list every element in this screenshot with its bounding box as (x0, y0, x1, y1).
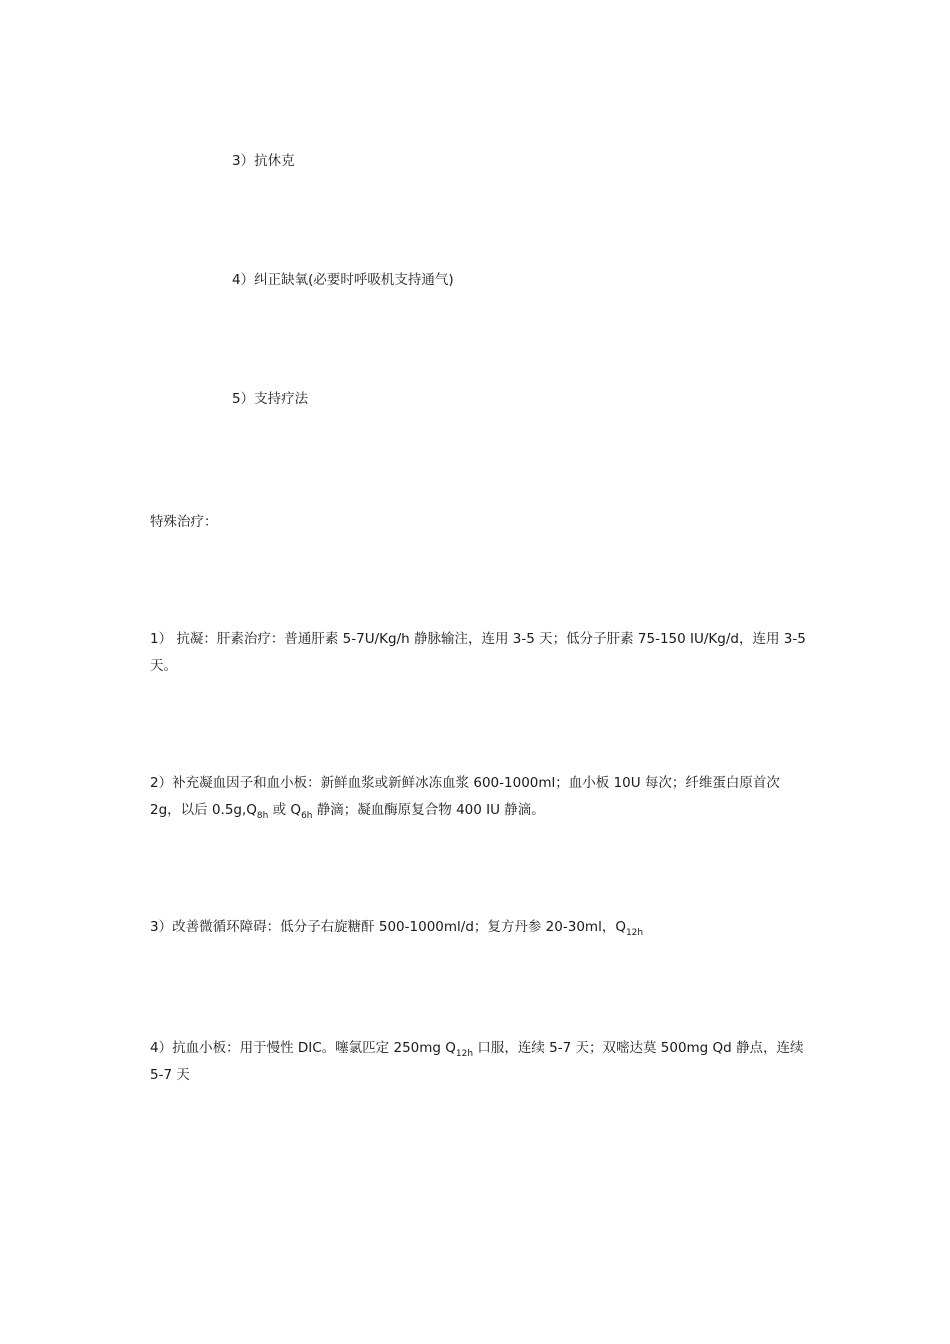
p2-sub-8h: 8h (256, 811, 269, 821)
p2-text-a: 2）补充凝血因子和血小板：新鲜血浆或新鲜冰冻血浆 600-1000ml；血小板 10U 每次；纤维蛋白原首次 2g，以后 0.5g,Q (150, 775, 780, 818)
paragraph-anticoagulation-text: 1） 抗凝：肝素治疗：普通肝素 5-7U/Kg/h 静脉输注，连用 3-5 天；低分子肝素 75-150 IU/Kg/d，连用 3-5 天。 (150, 631, 806, 674)
paragraph-anticoagulation (150, 626, 810, 680)
paragraph-antiplatelet (150, 1035, 810, 1089)
p4-text-a: 4）抗血小板：用于慢性 DIC。噻氯匹定 250mg Q (150, 1040, 456, 1056)
list-item-anti-shock: 3）抗休克 (232, 153, 295, 169)
p2-text-c: 静滴；凝血酶原复合物 400 IU 静滴。 (312, 802, 545, 818)
p3-text-a: 3）改善微循环障碍：低分子右旋糖酐 500-1000ml/d；复方丹参 20-30ml，Q (150, 919, 626, 935)
paragraph-microcirculation (150, 914, 810, 941)
p4-sub-12h: 12h (455, 1049, 474, 1059)
list-item-supportive-therapy: 5）支持疗法 (232, 391, 309, 407)
list-item-correct-hypoxia: 4）纠正缺氧(必要时呼吸机支持通气) (232, 272, 454, 288)
p2-text-b: 或 Q (268, 802, 302, 818)
p4-text-b: 口服，连续 5-7 天；双嘧达莫 500mg Qd 静点，连续 5-7 天 (150, 1040, 804, 1083)
p2-sub-6h: 6h (301, 811, 313, 821)
paragraph-coagulation-factors (150, 770, 810, 824)
p3-sub-12h: 12h (625, 928, 644, 938)
section-title-special-treatment: 特殊治疗： (150, 514, 218, 530)
